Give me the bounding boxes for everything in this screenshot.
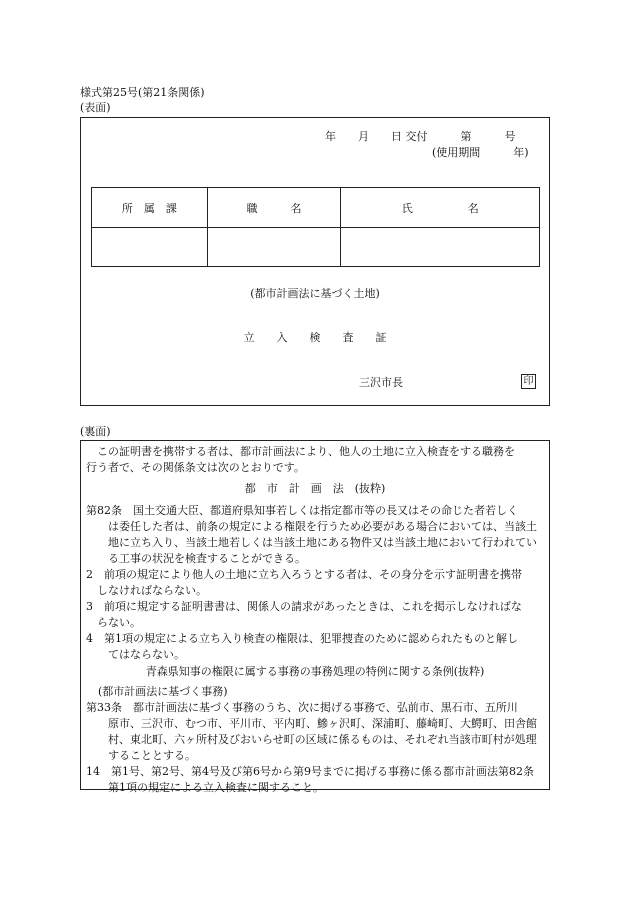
ordinance-title: 青森県知事の権限に属する事務の事務処理の特例に関する条例(抜粋) bbox=[145, 665, 485, 678]
ordinance-subtitle: (都市計画法に基づく事務) bbox=[98, 685, 228, 698]
paragraph-4-line: てはならない。 bbox=[86, 648, 185, 661]
article-82-line: は委任した者は、前条の規定による権限を行うため必要がある場合においては、当該土 bbox=[86, 520, 537, 533]
article-82-line: 地に立ち入り、当該土地若しくは当該土地にある物件又は当該土地において行われてい bbox=[86, 536, 537, 549]
intro-line: 行う者で、その関係条文は次のとおりです。 bbox=[86, 461, 305, 474]
ordinance-body bbox=[86, 684, 548, 796]
article-33-line: することとする。 bbox=[86, 749, 196, 762]
item-14-line: 第1項の規定による立入検査に関すること。 bbox=[86, 781, 324, 794]
usage-period-line: (使用期間 年) bbox=[432, 146, 529, 159]
header-department: 所 属 課 bbox=[92, 188, 208, 228]
article-33-line: 原市、三沢市、むつ市、平川市、平内町、鰺ヶ沢町、深浦町、藤崎町、大鰐町、田舎館 bbox=[86, 717, 537, 730]
holder-info-table bbox=[91, 187, 540, 267]
seal-icon: 印 bbox=[521, 374, 536, 389]
header-position: 職 名 bbox=[207, 188, 341, 228]
cell-position bbox=[207, 228, 341, 267]
law-title: 都 市 計 画 法 (抜粋) bbox=[244, 482, 386, 495]
issue-date-line: 年 月 日 交付 第 号 bbox=[325, 130, 516, 143]
article-82 bbox=[86, 503, 548, 663]
table-header-row bbox=[92, 188, 540, 228]
item-14-line: 14 第1号、第2号、第4号及び第6号から第9号までに掲げる事務に係る都市計画法第82条 bbox=[86, 765, 534, 778]
header-name: 氏 名 bbox=[341, 188, 540, 228]
certificate-title: 立 入 検 査 証 bbox=[243, 331, 387, 344]
cell-name bbox=[341, 228, 540, 267]
back-label: (裏面) bbox=[80, 425, 111, 438]
article-33-line: 第33条 都市計画法に基づく事務のうち、次に掲げる事務で、弘前市、黒石市、五所川 bbox=[86, 701, 518, 714]
paragraph-2-line: 2 前項の規定により他人の土地に立ち入ろうとする者は、その身分を示す証明書を携帯 bbox=[86, 568, 522, 581]
article-82-line: 第82条 国土交通大臣、都道府県知事若しくは指定都市等の長又はその命じた者若しく bbox=[86, 504, 518, 517]
paragraph-3-line: らない。 bbox=[86, 616, 141, 629]
table-row bbox=[92, 228, 540, 267]
intro-line: この証明書を携帯する者は、都市計画法により、他人の土地に立入検査をする職務を bbox=[86, 445, 515, 458]
form-title: 様式第25号(第21条関係) bbox=[80, 86, 205, 99]
law-note: (都市計画法に基づく土地) bbox=[250, 287, 380, 300]
intro-paragraph bbox=[86, 444, 548, 476]
article-82-line: る工事の状況を検査することができる。 bbox=[86, 552, 306, 565]
paragraph-2-line: しなければならない。 bbox=[86, 584, 207, 597]
front-label: (表面) bbox=[80, 101, 111, 114]
paragraph-3-line: 3 前項に規定する証明書書は、関係人の請求があったときは、これを掲示しなければな bbox=[86, 600, 522, 613]
paragraph-4-line: 4 第1項の規定による立ち入り検査の権限は、犯罪捜査のために認められたものと解し bbox=[86, 632, 518, 645]
cell-department bbox=[92, 228, 208, 267]
issuer-name: 三沢市長 bbox=[359, 376, 403, 389]
article-33-line: 村、東北町、六ヶ所村及びおいらせ町の区域に係るものは、それぞれ当該市町村が処理 bbox=[86, 733, 537, 746]
